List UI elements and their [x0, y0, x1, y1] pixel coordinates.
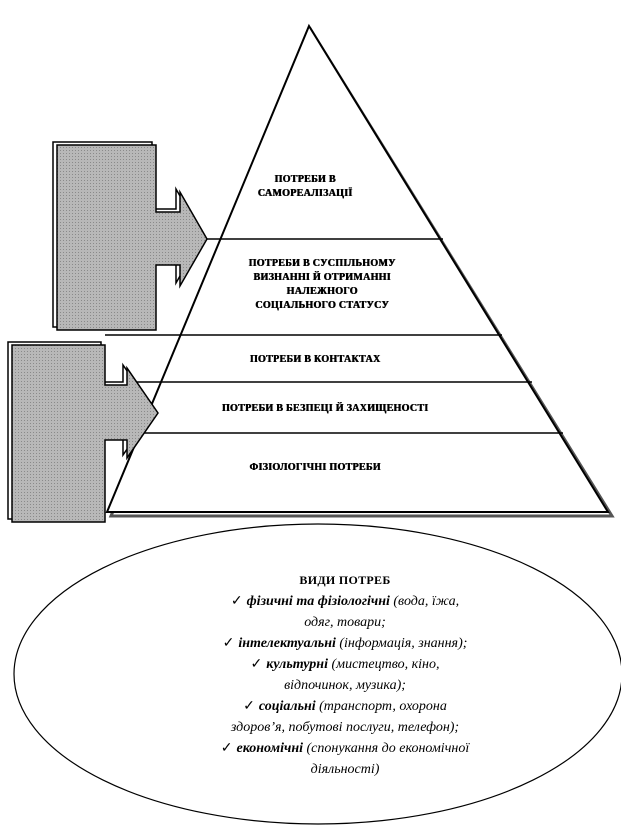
level-label-line: САМОРЕАЛІЗАЦІЇ — [257, 188, 353, 199]
needs-type-desc: (інформація, знання); — [335, 636, 468, 651]
needs-type-term: соціальні — [258, 699, 316, 714]
needs-type-desc: відпочинок, музика); — [284, 678, 406, 693]
level-label-line: ПОТРЕБИ В — [274, 174, 336, 185]
level-safety — [185, 402, 465, 416]
level-label-line: ПОТРЕБИ В КОНТАКТАХ — [249, 354, 381, 365]
needs-types-heading: ВИДИ ПОТРЕБ — [299, 573, 391, 587]
level-physiological — [225, 461, 405, 475]
needs-type-term: економічні — [236, 741, 304, 756]
needs-type-desc: (мистецтво, кіно, — [327, 657, 440, 672]
needs-type-item — [150, 591, 540, 612]
needs-type-desc: (транспорт, охорона — [315, 699, 447, 714]
needs-type-item — [150, 696, 540, 717]
needs-type-term: культурні — [266, 657, 328, 672]
needs-type-term: фізичні та фізіологічні — [246, 594, 390, 609]
check-icon: ✓ — [230, 594, 243, 609]
needs-type-desc: (вода, їжа, — [389, 594, 460, 609]
level-label-line: СОЦІАЛЬНОГО СТАТУСУ — [255, 300, 389, 311]
level-label-line: НАЛЕЖНОГО — [286, 286, 358, 297]
needs-types-list — [150, 570, 540, 780]
check-icon: ✓ — [250, 657, 263, 672]
check-icon: ✓ — [220, 741, 233, 756]
check-icon: ✓ — [222, 636, 235, 651]
level-label-line: ПОТРЕБИ В СУСПІЛЬНОМУ — [248, 258, 396, 269]
upper-arrow — [53, 142, 207, 330]
needs-type-item — [150, 633, 540, 654]
level-label-line: ВИЗНАННІ Й ОТРИМАННІ — [253, 272, 391, 283]
level-social-recognition — [222, 257, 422, 313]
level-contacts — [225, 353, 405, 367]
needs-type-desc: (спонукання до економічної — [303, 741, 470, 756]
needs-type-desc: діяльності) — [310, 762, 380, 777]
needs-type-desc: здоров’я, побутові послуги, телефон); — [230, 720, 460, 735]
level-self-actualization — [235, 173, 375, 201]
needs-type-item — [150, 654, 540, 675]
needs-type-desc: одяг, товари; — [304, 615, 386, 630]
level-label-line: ФІЗІОЛОГІЧНІ ПОТРЕБИ — [249, 462, 381, 473]
needs-type-item — [150, 738, 540, 759]
level-label-line: ПОТРЕБИ В БЕЗПЕЦІ Й ЗАХИЩЕНОСТІ — [221, 403, 429, 414]
check-icon: ✓ — [243, 699, 255, 714]
needs-type-term: інтелектуальні — [238, 636, 336, 651]
